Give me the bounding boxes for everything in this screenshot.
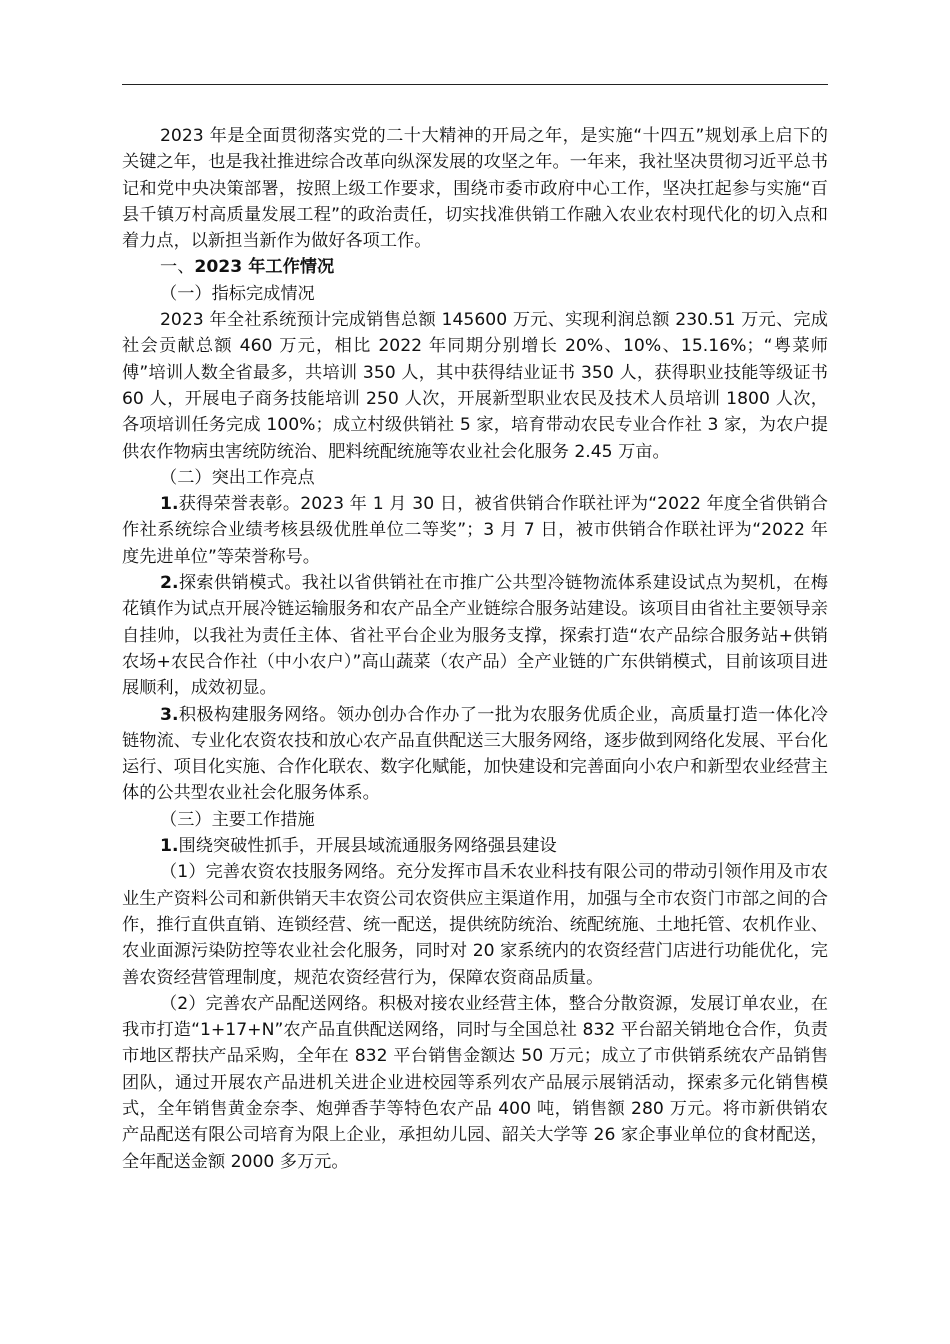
subheading-indicators: （一）指标完成情况 xyxy=(160,283,315,304)
item-text: 围绕突破性抓手，开展县域流通服务网络强县建设 xyxy=(178,836,557,857)
item-text: 积极构建服务网络。领办创办合作办了一批为农服务优质企业，高质量打造一体化冷链物流、专业化农资农技和放心农产品直供配送三大服务网络，逐步做到网络化发展、平台化运行、项目化实施、合作化联农、数字化赋能，加快建设和完善面向小农户和新型农业经营主体的公共型农业社会化服务体系。 xyxy=(122,704,828,804)
subheading-highlights: （二）突出工作亮点 xyxy=(160,467,315,488)
highlight-model xyxy=(122,570,828,701)
measure-1-heading xyxy=(122,833,828,859)
measure-distribution-paragraph: （2）完善农产品配送网络。积极对接农业经营主体，整合分散资源，发展订单农业，在我市打造“1+17+N”农产品直供配送网络，同时与全国总社 832 平台韶关销地仓合作，负责市地区帮扶产品采购，全年在 832 平台销售金额达 50 万元；成立了市供销系统农产品销售团队，通过开展农产品进机关进企业进校园等系列农产品展示展销活动，探索多元化销售模式，全年销售黄金奈李、炮弹香芋等特色农产品 400 吨，销售额 280 万元。将市新供销农产品配送有限公司培育为限上企业，承担幼儿园、韶关大学等 26 家企事业单位的食材配送，全年配送金额 2000 多万元。 xyxy=(122,993,828,1172)
header-rule xyxy=(122,84,828,85)
highlight-network xyxy=(122,702,828,807)
section-title: 2023 年工作情况 xyxy=(194,257,335,278)
section-prefix: 一、 xyxy=(160,257,195,278)
highlight-honors xyxy=(122,491,828,570)
section-heading-1 xyxy=(122,254,828,280)
item-number: 1. xyxy=(160,494,179,515)
item-text: 探索供销模式。我社以省供销社在市推广公共型冷链物流体系建设试点为契机，在梅花镇作为试点开展冷链运输服务和农产品全产业链综合服务站建设。该项目由省社主要领导亲自挂帅，以我社为责任主体、省社平台企业为服务支撑，探索打造“农产品综合服务站+供销农场+农民合作社（中小农户）”高山蔬菜（农产品）全产业链的广东供销模式，目前该项目进展顺利，成效初显。 xyxy=(122,573,828,699)
item-text: 获得荣誉表彰。2023 年 1 月 30 日，被省供销合作联社评为“2022 年度全省供销合作社系统综合业绩考核县级优胜单位二等奖”；3 月 7 日，被市供销合作联社评为“2022 年度先进单位”等荣誉称号。 xyxy=(122,494,828,567)
intro-paragraph: 2023 年是全面贯彻落实党的二十大精神的开局之年，是实施“十四五”规划承上启下的关键之年，也是我社推进综合改革向纵深发展的攻坚之年。一年来，我社坚决贯彻习近平总书记和党中央决策部署，按照上级工作要求，围绕市委市政府中心工作，坚决扛起参与实施“百县千镇万村高质量发展工程”的政治责任，切实找准供销工作融入农业农村现代化的切入点和着力点，以新担当新作为做好各项工作。 xyxy=(122,126,828,252)
item-number: 1. xyxy=(160,836,179,857)
item-number: 2. xyxy=(160,573,179,594)
subheading-measures: （三）主要工作措施 xyxy=(160,809,315,830)
document-body xyxy=(122,123,828,1175)
item-number: 3. xyxy=(160,704,179,725)
measure-agri-supply-paragraph: （1）完善农资农技服务网络。充分发挥市昌禾农业科技有限公司的带动引领作用及市农业生产资料公司和新供销天丰农资公司农资供应主渠道作用，加强与全市农资门市部之间的合作，推行直供直销、连锁经营、统一配送，提供统防统治、统配统施、土地托管、农机作业、农业面源污染防控等农业社会化服务，同时对 20 家系统内的农资经营门店进行功能优化，完善农资经营管理制度，规范农资经营行为，保障农资商品质量。 xyxy=(122,862,828,988)
indicators-paragraph: 2023 年全社系统预计完成销售总额 145600 万元、实现利润总额 230.51 万元、完成社会贡献总额 460 万元，相比 2022 年同期分别增长 20%、10%、15.16%；“粤菜师傅”培训人数全省最多，共培训 350 人，其中获得结业证书 350 人，获得职业技能等级证书 60 人，开展电子商务技能培训 250 人次，开展新型职业农民及技术人员培训 1800 人次，各项培训任务完成 100%；成立村级供销社 5 家，培育带动农民专业合作社 3 家，为农户提供农作物病虫害统防统治、肥料统配统施等农业社会化服务 2.45 万亩。 xyxy=(122,310,828,462)
